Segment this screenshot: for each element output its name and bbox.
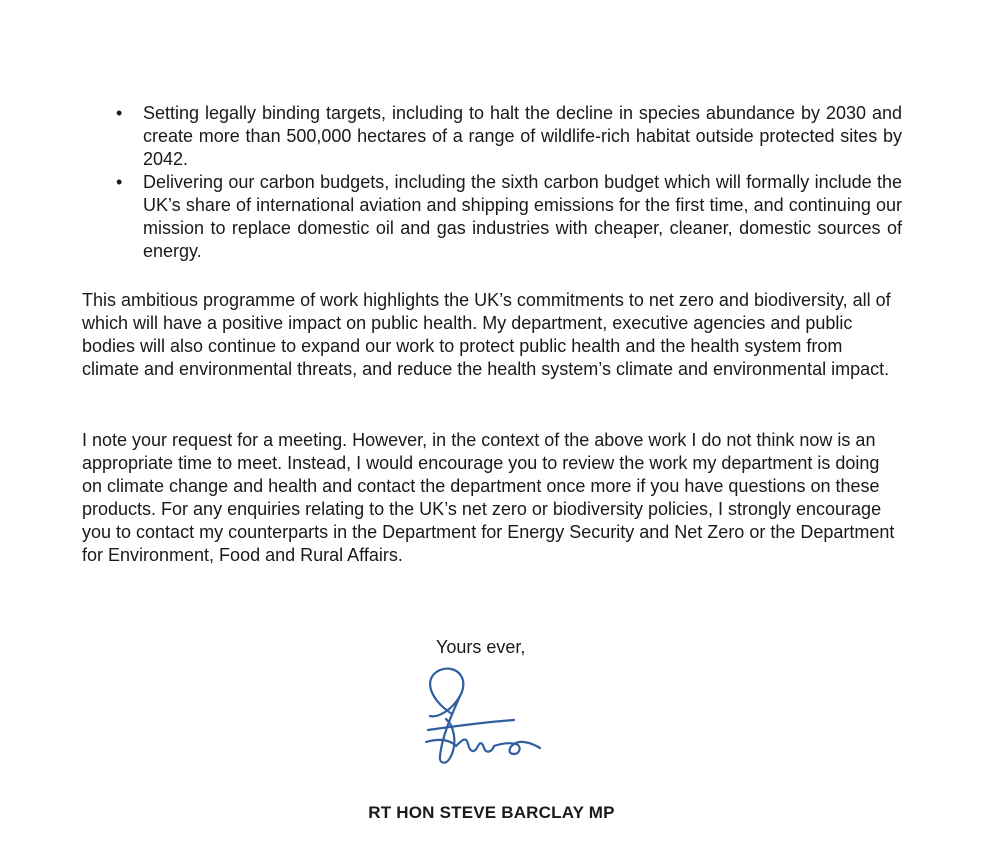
bullet-list <box>82 102 902 263</box>
bullet-dot-icon: • <box>116 103 123 123</box>
paragraph-meeting-request: I note your request for a meeting. However, in the context of the above work I do not think now is an appropriate time to meet. Instead, I would encourage you to review the work my department is doing on climate change and health and contact the department once more if you have questions on these products. For any enquiries relating to the UK’s net zero or biodiversity policies, I strongly encourage you to contact my counterparts in the Department for Energy Security and Net Zero or the Department for Environment, Food and Rural Affairs. <box>82 430 895 565</box>
handwritten-signature <box>416 664 566 779</box>
bullet-item-carbon-budgets <box>82 171 902 263</box>
paragraph-programme: This ambitious programme of work highlights the UK’s commitments to net zero and biodiversity, all of which will have a positive impact on public health. My department, executive agencies and public bodies will also continue to expand our work to protect public health and the health system from climate and environmental threats, and reduce the health system’s climate and environmental impact. <box>82 290 891 379</box>
bullet-text: Setting legally binding targets, including to halt the decline in species abundance by 2030 and create more than 500,000 hectares of a range of wildlife-rich habitat outside protected sites by 2042. <box>143 103 902 169</box>
bullet-dot-icon: • <box>116 172 123 192</box>
bullet-item-targets <box>82 102 902 171</box>
closing-salutation: Yours ever, <box>436 637 526 657</box>
bullet-text: Delivering our carbon budgets, including the sixth carbon budget which will formally include the UK’s share of international aviation and shipping emissions for the first time, and continuing our mission to replace domestic oil and gas industries with cheaper, cleaner, domestic sources of energy. <box>143 172 902 261</box>
signatory-name: RT HON STEVE BARCLAY MP <box>368 803 615 822</box>
